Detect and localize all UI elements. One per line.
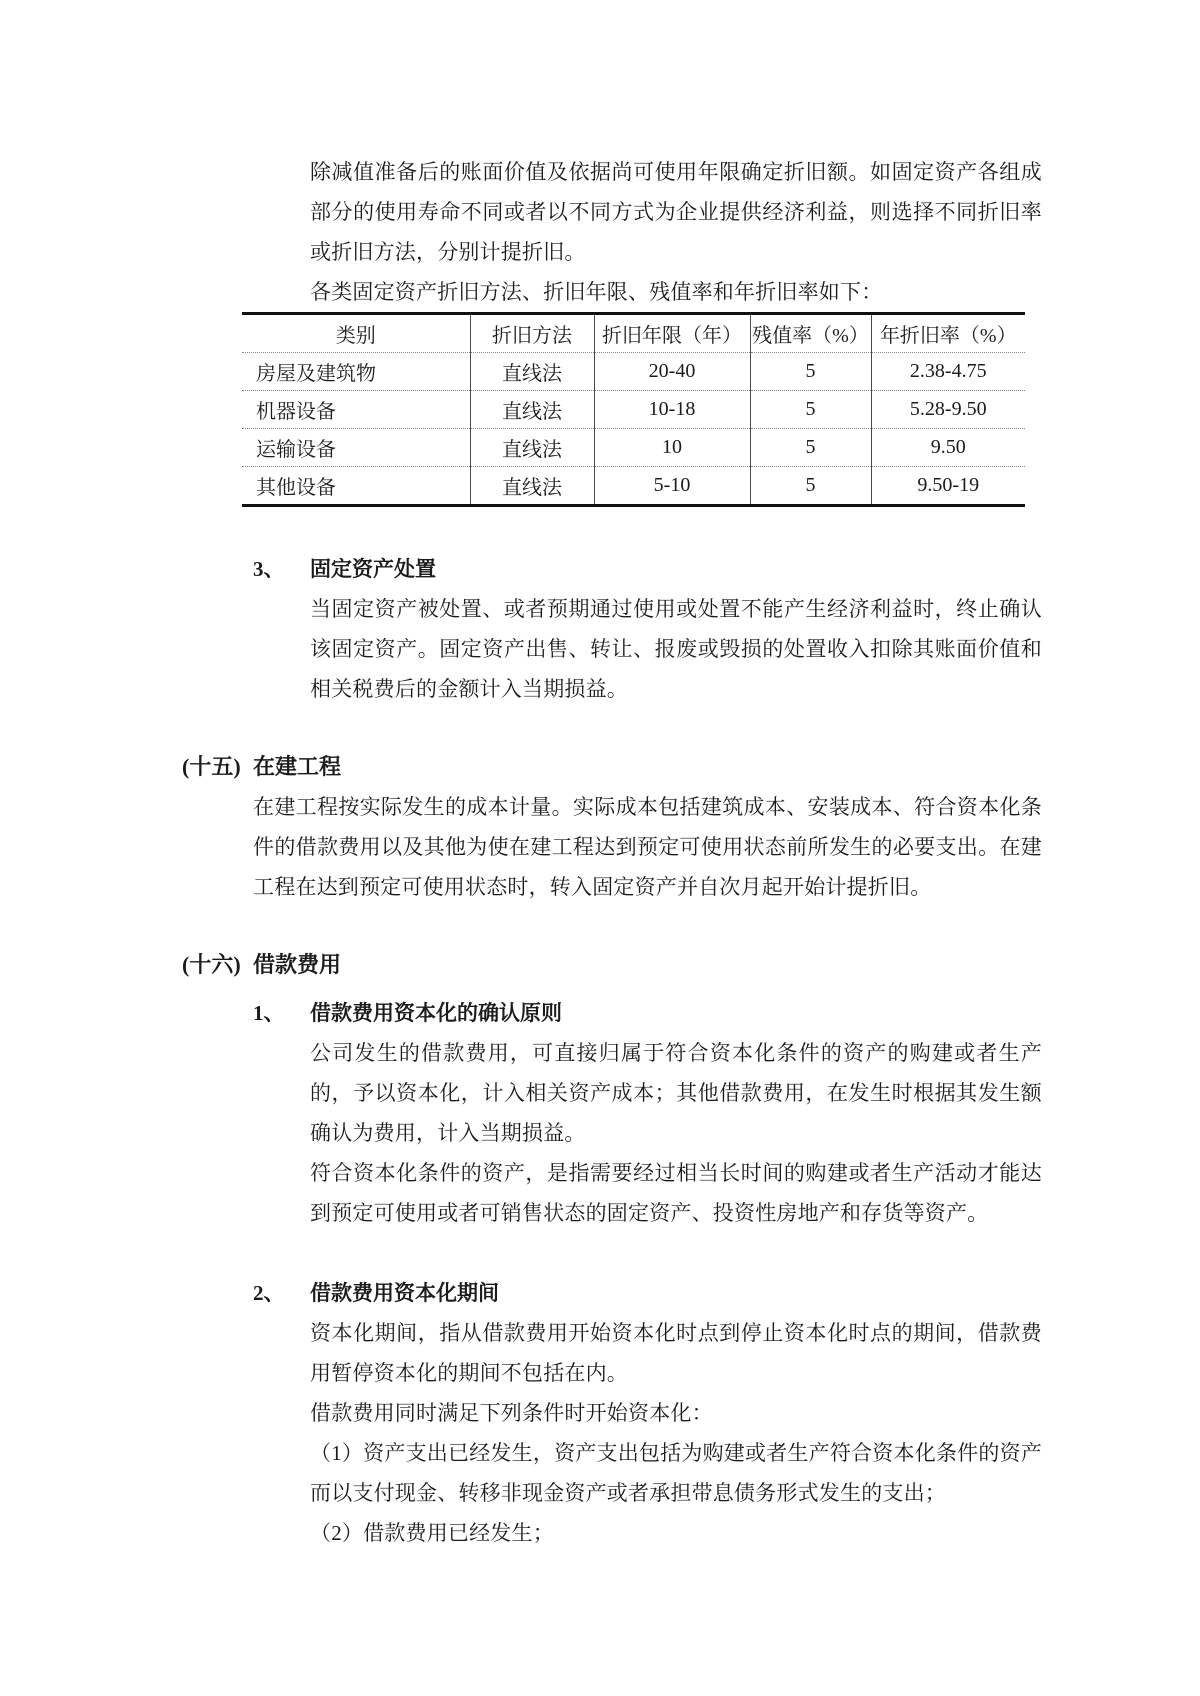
section-title: 在建工程 <box>253 754 342 779</box>
cell-category: 机器设备 <box>242 391 470 429</box>
cell-method: 直线法 <box>470 391 594 429</box>
heading-capitalization-recognition-principle <box>253 993 1200 1033</box>
header-annual-rate: 年折旧率（%） <box>871 314 1025 353</box>
table-row <box>242 353 1025 391</box>
section-title: 借款费用 <box>253 952 342 977</box>
paragraph-fixed-asset-disposal: 当固定资产被处置、或者预期通过使用或处置不能产生经济利益时，终止确认该固定资产。固定资产出售、转让、报废或毁损的处置收入扣除其账面价值和相关税费后的金额计入当期损益。 <box>310 597 1042 701</box>
table-row <box>242 467 1025 506</box>
header-category: 类别 <box>335 325 376 347</box>
heading-title: 固定资产处置 <box>310 557 436 581</box>
heading-number: 3、 <box>253 557 285 581</box>
cell-annual-rate: 5.28-9.50 <box>871 391 1025 429</box>
paragraph-depreciation-carryover: 除减值准备后的账面价值及依据尚可使用年限确定折旧额。如固定资产各组成部分的使用寿命不同或者以不同方式为企业提供经济利益，则选择不同折旧率或折旧方法，分别计提折旧。 <box>310 160 1042 264</box>
header-depreciation-method: 折旧方法 <box>470 314 594 353</box>
cell-category: 其他设备 <box>242 467 470 506</box>
cell-method: 直线法 <box>470 353 594 391</box>
cell-years: 20-40 <box>594 353 750 391</box>
cell-annual-rate: 2.38-4.75 <box>871 353 1025 391</box>
cell-residual: 5 <box>750 429 871 467</box>
paragraph-capitalization-period: 资本化期间，指从借款费用开始资本化时点到停止资本化时点的期间，借款费用暂停资本化的期间不包括在内。 <box>310 1321 1042 1385</box>
cell-residual: 5 <box>750 467 871 506</box>
heading-fixed-asset-disposal <box>253 549 1200 589</box>
paragraph-borrowing-costs-recognition: 公司发生的借款费用，可直接归属于符合资本化条件的资产的购建或者生产的，予以资本化，计入相关资产成本；其他借款费用，在发生时根据其发生额确认为费用，计入当期损益。 <box>310 1041 1042 1145</box>
table-header-row <box>242 314 1025 353</box>
cell-annual-rate: 9.50 <box>871 429 1025 467</box>
line-condition-2: （2）借款费用已经发生； <box>310 1521 554 1545</box>
table-row <box>242 429 1025 467</box>
line-capitalization-conditions: 借款费用同时满足下列条件时开始资本化： <box>310 1401 713 1425</box>
paragraph-condition-1: （1）资产支出已经发生，资产支出包括为购建或者生产符合资本化条件的资产而以支付现金、转移非现金资产或者承担带息债务形式发生的支出； <box>310 1441 1042 1505</box>
heading-capitalization-period <box>253 1273 1200 1313</box>
cell-method: 直线法 <box>470 429 594 467</box>
table-row <box>242 391 1025 429</box>
header-residual-rate: 残值率（%） <box>750 314 871 353</box>
cell-years: 10 <box>594 429 750 467</box>
depreciation-table <box>242 312 1025 507</box>
cell-years: 5-10 <box>594 467 750 506</box>
heading-section-15-construction-in-progress <box>182 747 1200 787</box>
cell-annual-rate: 9.50-19 <box>871 467 1025 506</box>
heading-title: 借款费用资本化期间 <box>310 1281 499 1305</box>
paragraph-construction-in-progress: 在建工程按实际发生的成本计量。实际成本包括建筑成本、安装成本、符合资本化条件的借款费用以及其他为使在建工程达到预定可使用状态前所发生的必要支出。在建工程在达到预定可使用状态时，转入固定资产并自次月起开始计提折旧。 <box>253 795 1042 899</box>
cell-method: 直线法 <box>470 467 594 506</box>
heading-number: 2、 <box>253 1281 285 1305</box>
section-number: (十六) <box>182 952 241 977</box>
section-number: (十五) <box>182 754 241 779</box>
cell-residual: 5 <box>750 353 871 391</box>
heading-title: 借款费用资本化的确认原则 <box>310 1001 562 1025</box>
header-depreciation-years: 折旧年限（年） <box>594 314 750 353</box>
cell-category: 运输设备 <box>242 429 470 467</box>
cell-years: 10-18 <box>594 391 750 429</box>
heading-section-16-borrowing-costs <box>182 945 1200 985</box>
cell-category: 房屋及建筑物 <box>242 353 470 391</box>
heading-number: 1、 <box>253 1001 285 1025</box>
cell-residual: 5 <box>750 391 871 429</box>
paragraph-qualifying-assets: 符合资本化条件的资产，是指需要经过相当长时间的购建或者生产活动才能达到预定可使用或者可销售状态的固定资产、投资性房地产和存货等资产。 <box>310 1161 1042 1225</box>
table-intro-line: 各类固定资产折旧方法、折旧年限、残值率和年折旧率如下： <box>310 280 883 304</box>
